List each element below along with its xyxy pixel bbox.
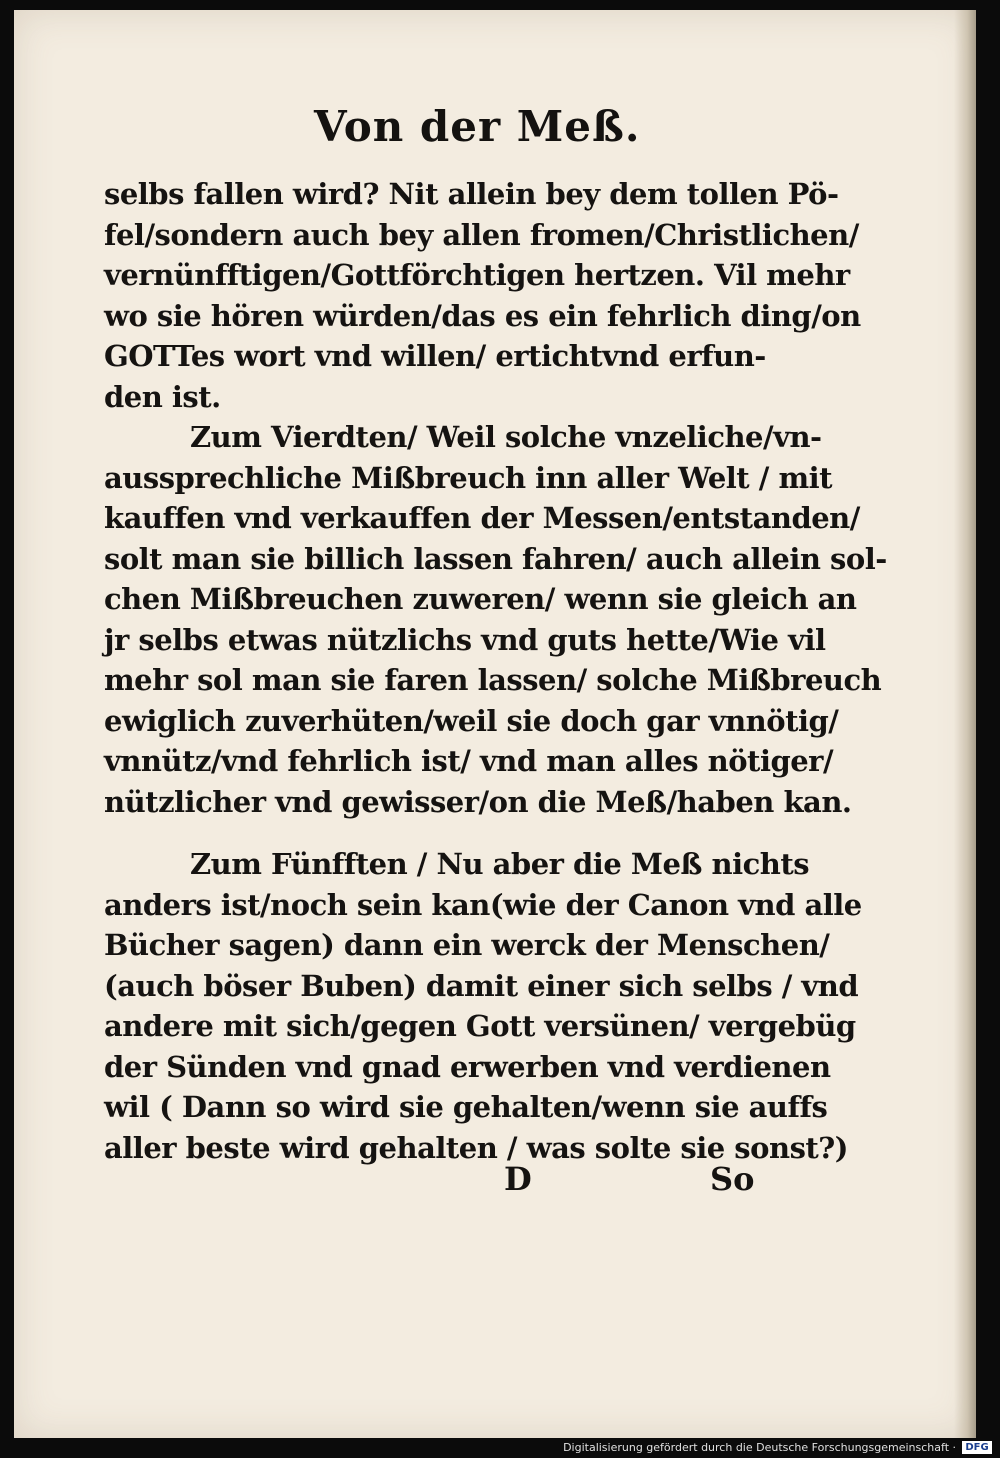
text-line: vernünfftigen/Gottförchtigen hertzen. Vil mehr (104, 258, 850, 292)
text-line: den ist. (104, 379, 221, 414)
signature-mark: D (504, 1160, 532, 1198)
text-line: der Sünden vnd gnad erwerben vnd verdienen (104, 1049, 831, 1084)
text-line: chen Mißbreuchen zuweren/ wenn sie gleich an (104, 582, 857, 616)
text-line: Zum Vierdten/ Weil solche vnzeliche/vn- (190, 420, 822, 454)
funding-credit: Digitalisierung gefördert durch die Deutsche Forschungsgemeinschaft · (563, 1441, 956, 1454)
text-line: solt man sie billich lassen fahren/ auch allein sol- (104, 541, 887, 576)
paragraph-block-1 (104, 174, 887, 822)
catchword: So (710, 1160, 755, 1198)
text-line: andere mit sich/gegen Gott versünen/ vergebüg (104, 1009, 856, 1043)
text-line: wo sie hören würden/das es ein fehrlich ding/on (104, 298, 861, 333)
text-line: selbs fallen wird? Nit allein bey dem tollen Pö- (104, 177, 839, 211)
text-line: aussprechliche Mißbreuch inn aller Welt / mit (104, 460, 833, 495)
text-line: wil ( Dann so wird sie gehalten/wenn sie auffs (104, 1090, 828, 1124)
text-line: jr selbs etwas nützlichs vnd guts hette/Wie vil (104, 622, 826, 657)
page-foot (104, 1160, 794, 1204)
text-line: kauffen vnd verkauffen der Messen/entstanden/ (104, 501, 860, 535)
dfg-logo-icon: DFG (962, 1441, 992, 1454)
text-line: Bücher sagen) dann ein werck der Menschen/ (104, 928, 830, 962)
text-line: vnnütz/vnd fehrlich ist/ vnd man alles nötiger/ (104, 744, 834, 778)
text-line: GOTTes wort vnd willen/ ertichtvnd erfun- (104, 339, 766, 373)
text-line: nützlicher vnd gewisser/on die Meß/haben kan. (104, 784, 852, 819)
scanned-page (14, 10, 976, 1438)
text-line: Zum Fünfften / Nu aber die Meß nichts (190, 847, 810, 881)
text-line: aller beste wird gehalten / was solte sie sonst?) (104, 1130, 848, 1165)
running-heading: Von der Meß. (314, 102, 641, 151)
text-line: anders ist/noch sein kan(wie der Canon vnd alle (104, 887, 862, 922)
text-line: (auch böser Buben) damit einer sich selbs / vnd (104, 968, 859, 1003)
text-line: fel/sondern auch bey allen fromen/Christlichen/ (104, 217, 859, 252)
footer-bar (0, 1438, 1000, 1458)
text-line: ewiglich zuverhüten/weil sie doch gar vnnötig/ (104, 703, 839, 738)
text-line: mehr sol man sie faren lassen/ solche Mißbreuch (104, 663, 882, 697)
paragraph-block-2 (104, 844, 862, 1168)
